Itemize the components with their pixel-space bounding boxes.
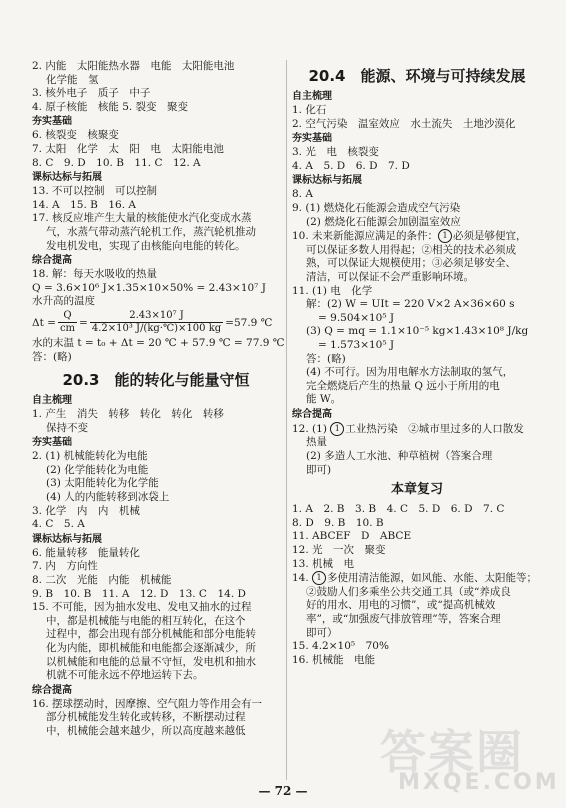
- section-heading: 综合提高: [292, 408, 332, 420]
- answer-line: 好的用水、用电的习惯”，或“提高机械效: [306, 599, 496, 612]
- section-heading: 课标达标与拓展: [32, 533, 102, 545]
- numerator: Q: [58, 310, 77, 323]
- answer-line: 9. B 10. B 11. A 12. D 13. C 14. D: [32, 587, 246, 600]
- formula-result: =57.9 ℃: [225, 316, 273, 329]
- answer-line: (2) 化学能转化为电能: [46, 463, 149, 476]
- answer-line: 3. 核外电子 质子 中子: [32, 87, 151, 100]
- answer-line: 16. 摆球摆动时，因摩擦、空气阻力等作用会有一: [32, 697, 263, 710]
- answer-text: 工业热污染 ②城市里过多的人口散发: [345, 422, 524, 435]
- answer-line: 8. D 9. B 10. B: [292, 516, 384, 529]
- section-heading: 夯实基础: [32, 437, 72, 449]
- answer-line: 13. 不可以控制 可以控制: [32, 185, 158, 198]
- section-title: 20.4 能源、环境与可持续发展: [308, 67, 526, 85]
- answer-line: 部分机械能发生转化或转移，不断摆动过程: [46, 711, 246, 724]
- answer-line: 1. A 2. B 3. B 4. C 5. D 6. D 7. C: [292, 503, 505, 516]
- answer-text: 必须是够便宜，: [453, 230, 527, 243]
- answer-line: 过程中，都会出现有部分机械能和部分电能转: [46, 628, 256, 641]
- answer-line: 化为内能，即机械能和电能都会逐渐减少，所: [46, 642, 256, 654]
- answer-line: 化学能 氢: [46, 73, 99, 86]
- circled-number: 1: [312, 571, 326, 585]
- page-number: — 72 —: [258, 784, 308, 798]
- answer-line: (4) 人的内能转移到冰袋上: [46, 491, 170, 504]
- answer-line: 15. 不可能，因为抽水发电、发电又抽水的过程: [32, 601, 252, 614]
- answer-line: 中，机械能会越来越少，所以高度越来越低: [46, 724, 246, 737]
- section-heading: 夯实基础: [292, 133, 332, 145]
- answer-line: 能 W。: [306, 393, 342, 406]
- answer-line: 8. 二次 光能 内能 机械能: [32, 574, 172, 587]
- answer-line: (2) 燃烧化石能源会加剧温室效应: [306, 215, 461, 228]
- answer-line: 答：(略): [306, 352, 346, 365]
- answer-line: 4. C 5. A: [32, 518, 85, 531]
- section-heading: 夯实基础: [32, 116, 72, 128]
- answer-line: 16. 机械能 电能: [292, 653, 376, 666]
- circled-number: 1: [330, 422, 344, 436]
- answer-line: 18. 解：每天水吸收的热量: [32, 268, 158, 281]
- section-heading: 自主梳理: [292, 91, 332, 102]
- answer-line: [292, 422, 542, 437]
- answer-line: 熟，可以保证大规模使用；③必须足够安全、: [306, 257, 516, 270]
- answer-line: ②鼓励人们多乘坐公共交通工具（或“养成良: [306, 585, 511, 598]
- answer-line: 1. 产生 消失 转移 转化 转化 转移: [32, 408, 224, 421]
- answer-line: 中，都是机械能与电能的相互转化，在这个: [46, 614, 246, 627]
- answer-line: 9. (1) 燃烧化石能源会造成空气污染: [292, 201, 461, 214]
- answer-line: 答：(略): [32, 350, 72, 363]
- section-heading: 课标达标与拓展: [292, 175, 362, 187]
- section-heading: 综合提高: [32, 684, 72, 696]
- formula-prefix: Δt =: [32, 316, 56, 329]
- answer-text: 多使用清洁能源，如风能、水能、太阳能等；: [327, 572, 538, 585]
- fraction: [90, 310, 223, 335]
- left-column: [32, 60, 285, 739]
- answer-line: 即可): [306, 463, 332, 476]
- section-heading: 自主梳理: [32, 395, 72, 407]
- answer-prefix: 12. (1): [292, 422, 331, 435]
- answer-line: 气，水蒸气带动蒸汽轮机工作，蒸汽轮机推动: [46, 225, 256, 238]
- answer-line: 4. A 5. D 6. D 7. D: [292, 159, 410, 172]
- section-heading: 综合提高: [32, 255, 72, 267]
- answer-line: 15. 4.2×10⁵ 70%: [292, 640, 389, 653]
- chapter-review-title: 本章复习: [390, 482, 443, 498]
- answer-line: 热量: [306, 436, 327, 449]
- answer-line: Q = 3.6×10⁶ J×1.35×10×50% = 2.43×10⁷ J: [32, 281, 266, 294]
- answer-line: 1. 化石: [292, 104, 327, 116]
- column-divider: [286, 60, 287, 780]
- watermark-url: MXQE.COM: [398, 770, 560, 795]
- answer-line: 解：(2) W = UIt = 220 V×2 A×36×60 s: [306, 298, 515, 311]
- answer-line: (3) Q = mq = 1.1×10⁻⁵ kg×1.43×10⁸ J/kg: [306, 325, 529, 338]
- answer-prefix: 14.: [292, 572, 313, 585]
- answer-line: 11. (1) 电 化学: [292, 284, 373, 297]
- answer-line: [292, 571, 542, 586]
- answer-line: (4) 不可行。因为用电解水方法制取的氢气，: [306, 366, 514, 379]
- answer-line: 2. 空气污染 温室效应 水土流失 土地沙漠化: [292, 117, 516, 130]
- answer-line: 2. (1) 机械能转化为电能: [32, 450, 148, 463]
- answer-line: 3. 光 电 核裂变: [292, 146, 379, 159]
- answer-line: 12. 光 一次 聚变: [292, 544, 386, 557]
- answer-line: 发电机发电，实现了由核能向电能的转化。: [46, 239, 246, 252]
- answer-line: 2. 内能 太阳能热水器 电能 太阳能电池: [32, 60, 235, 72]
- numerator: 2.43×10⁷ J: [90, 310, 223, 323]
- answer-line: 8. A: [292, 188, 313, 201]
- answer-line: 6. 核裂变 核聚变: [32, 129, 119, 142]
- answer-line: 3. 化学 内 内 机械: [32, 504, 140, 517]
- fraction: [58, 310, 77, 335]
- answer-line: 率”，或“加强废气排放管理”等，答案合理: [306, 613, 501, 625]
- section-heading: 课标达标与拓展: [32, 172, 102, 184]
- answer-line: 7. 内 方向性: [32, 560, 98, 573]
- answer-line: 4. 原子核能 核能 5. 裂变 聚变: [32, 100, 189, 113]
- equals: =: [79, 316, 88, 329]
- denominator: 4.2×10³ J/(kg·℃)×100 kg: [91, 323, 222, 335]
- formula-line: [32, 309, 280, 337]
- answer-prefix: 10. 未来新能源应满足的条件：: [292, 230, 439, 243]
- answer-line: (2) 多造人工水池、种草植树（答案合理: [306, 450, 493, 463]
- answer-line: (3) 太阳能转化为化学能: [46, 477, 159, 490]
- answer-line: 即可）: [306, 626, 338, 639]
- answer-line: 17. 核反应堆产生大量的核能使水汽化变成水蒸: [32, 212, 252, 225]
- answer-line: 6. 能量转移 能量转化: [32, 546, 140, 559]
- answer-line: 可以保证多数人用得起；②相关的技术必须成: [306, 243, 516, 256]
- watermark-logo: 答案圈: [380, 725, 524, 779]
- answer-line: = 1.573×10⁵ J: [318, 338, 395, 351]
- answer-line: 以机械能和电能的总量不守恒，发电机和抽水: [46, 655, 256, 668]
- answer-line: 清洁，可以保证不会严重影响环境。: [306, 270, 474, 283]
- answer-line: 水的末温 t = t₀ + Δt = 20 ℃ + 57.9 ℃ = 77.9 ℃: [32, 336, 285, 349]
- answer-line: 保持不变: [46, 421, 88, 434]
- answer-line: 机就不可能永远不停地运转下去。: [46, 669, 204, 682]
- answer-line: 7. 太阳 化学 太 阳 电 太阳能电池: [32, 142, 224, 155]
- circled-number: 1: [438, 229, 452, 243]
- answer-line: 8. C 9. D 10. B 11. C 12. A: [32, 156, 201, 169]
- right-column: [292, 60, 542, 667]
- answer-line: 水升高的温度: [32, 295, 95, 308]
- answer-line: = 9.504×10⁵ J: [318, 311, 395, 324]
- answer-line: 13. 机械 电: [292, 557, 355, 570]
- denominator: cm: [59, 323, 76, 335]
- answer-line: [292, 229, 542, 244]
- section-title: 20.3 能的转化与能量守恒: [62, 371, 250, 390]
- answer-line: 14. A 15. B 16. A: [32, 198, 136, 211]
- answer-line: 完全燃烧后产生的热量 Q 远小于所用的电: [306, 379, 500, 392]
- answer-line: 11. ABCEF D ABCE: [292, 530, 412, 543]
